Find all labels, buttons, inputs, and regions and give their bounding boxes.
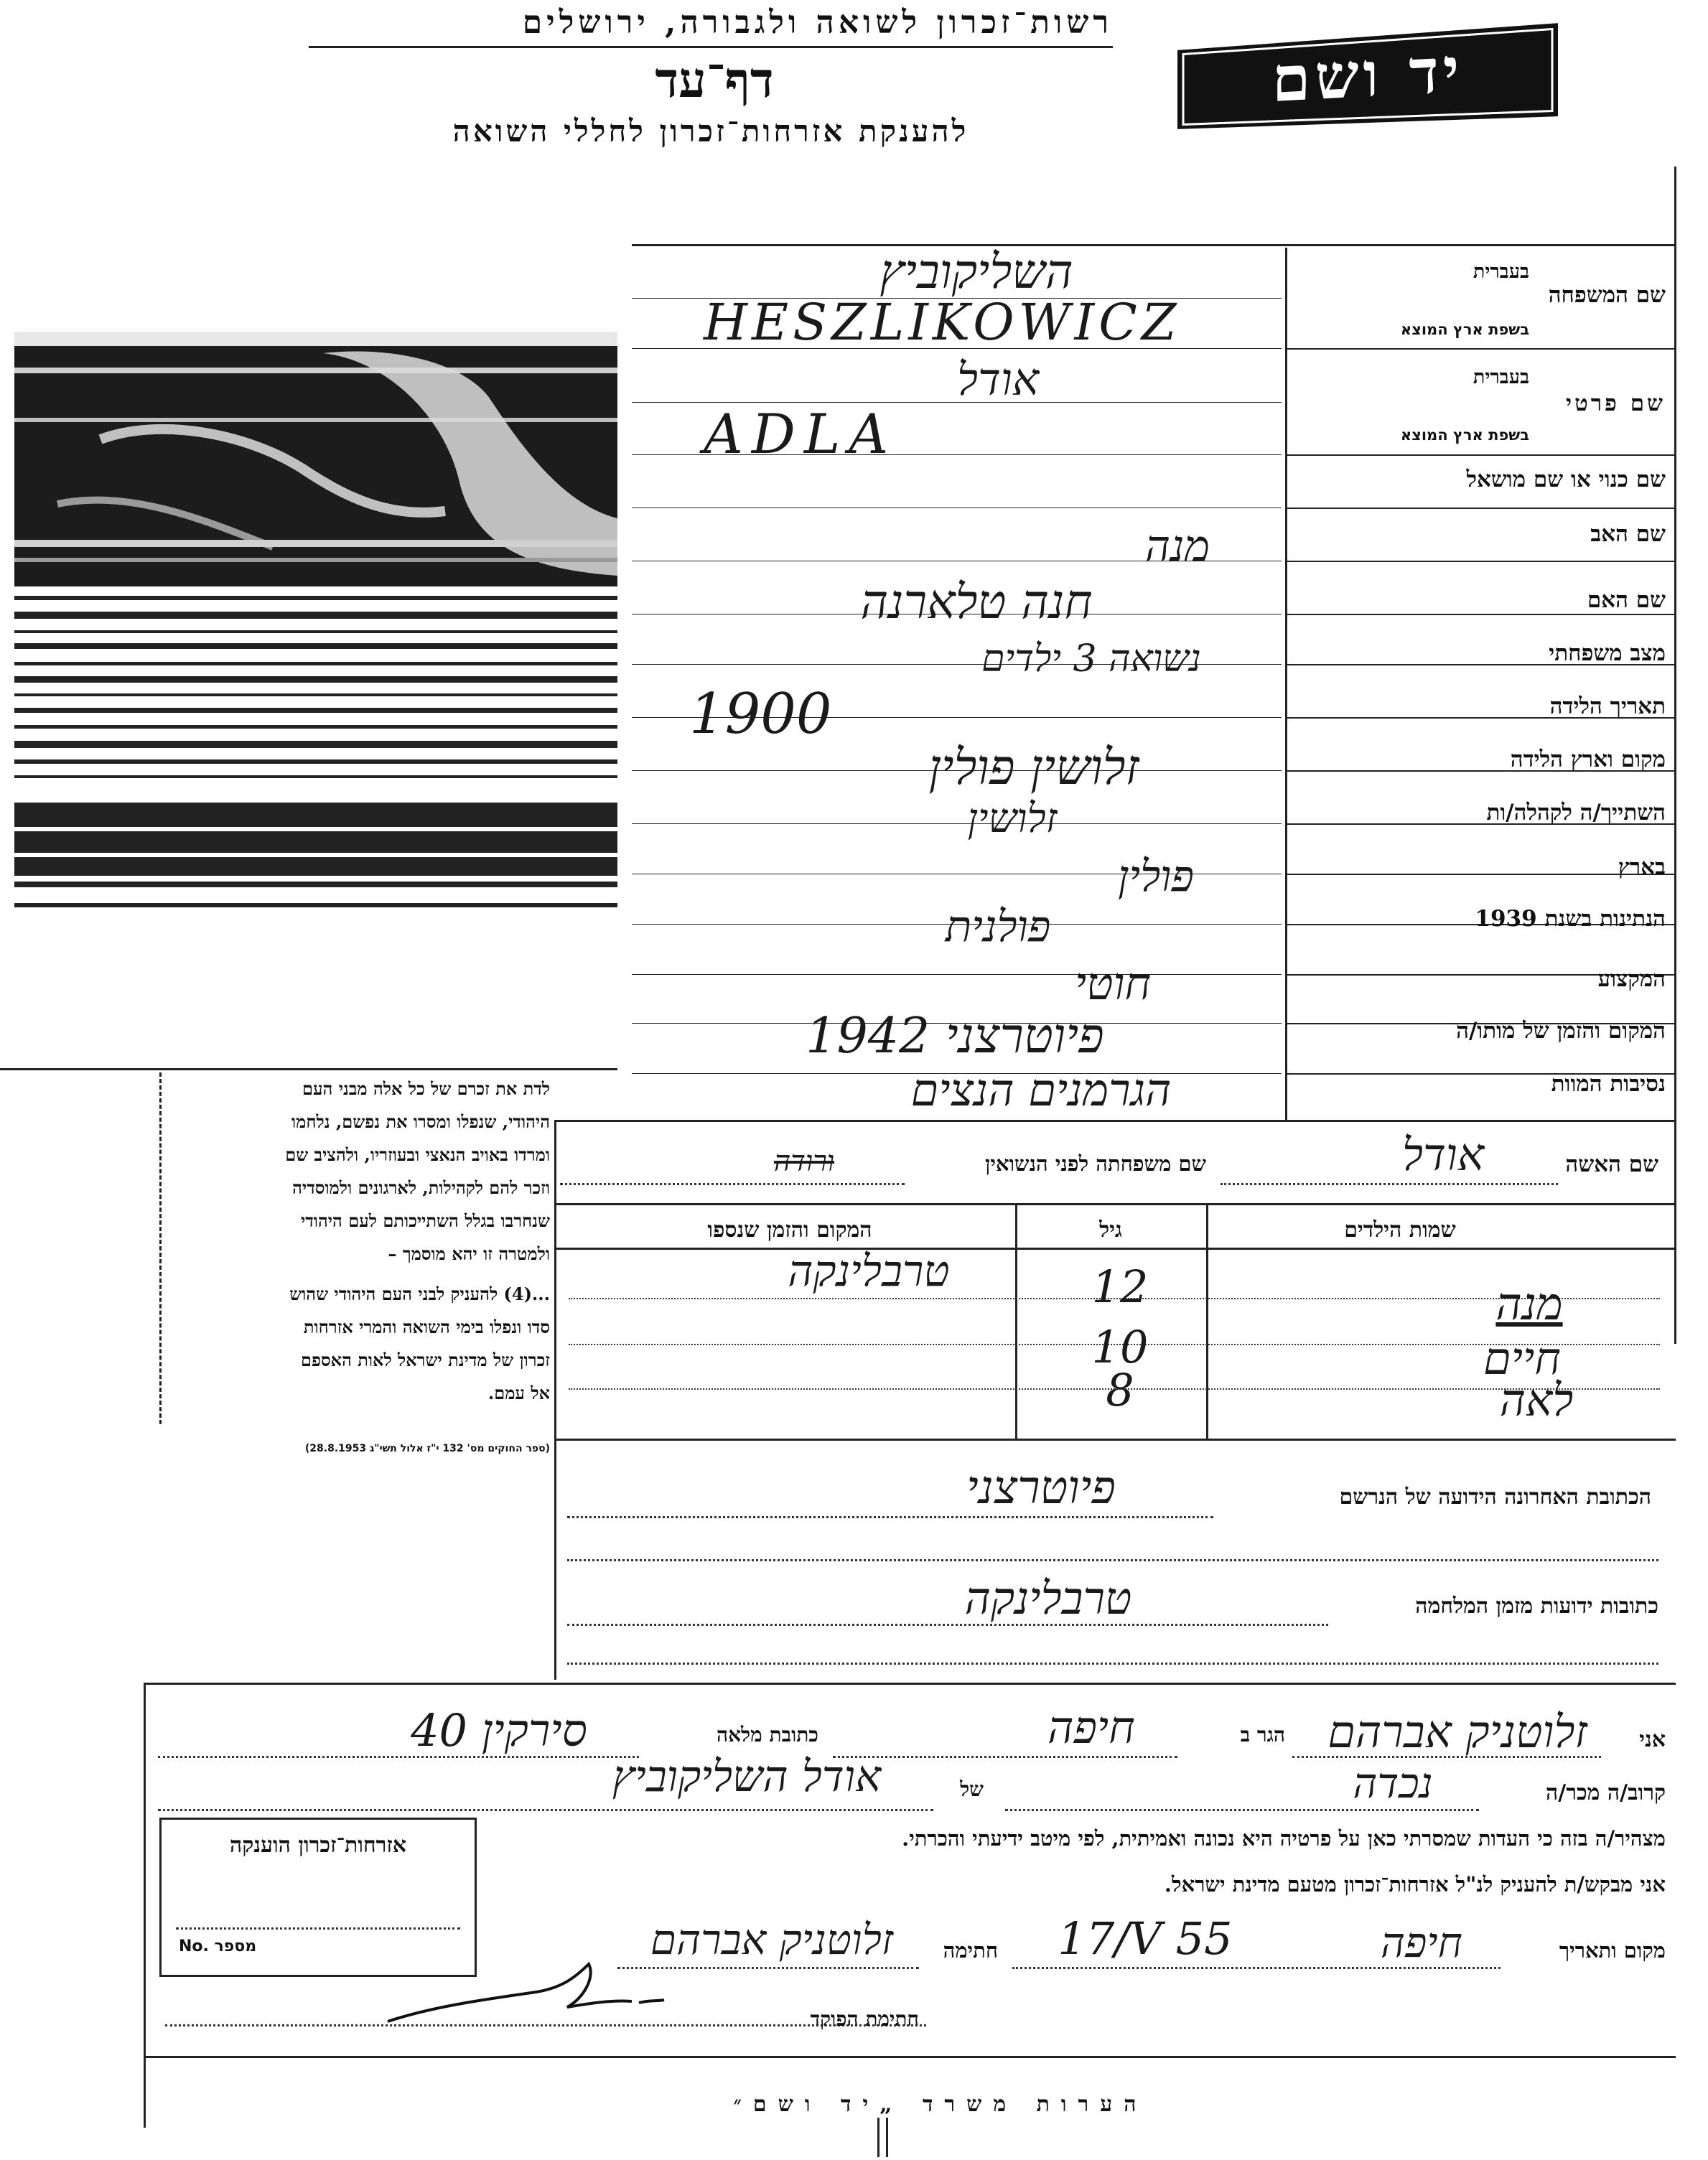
declaration-top-line <box>144 1683 1676 1685</box>
lives-label: הגר ב <box>1240 1723 1285 1747</box>
address-value[interactable]: סירקין 40 <box>411 1704 587 1757</box>
maiden-label: שם משפחתה לפני הנשואין <box>985 1151 1206 1176</box>
label-death-place: המקום והזמן של מותו/ה <box>1456 1018 1666 1044</box>
value-birthplace[interactable]: זלושין פולין <box>928 739 1139 796</box>
child-place-1[interactable]: טרבלינקה <box>788 1246 950 1296</box>
signature-label: חתימה <box>943 1938 998 1963</box>
declaration-bottom-line <box>144 2056 1676 2058</box>
of-value[interactable]: אודל השליקוביץ <box>612 1752 882 1802</box>
label-death-cause: נסיבות המוות <box>1551 1071 1666 1097</box>
maiden-dotline <box>560 1183 905 1185</box>
label-country: בארץ <box>1618 854 1666 880</box>
child-name-1[interactable]: מנה <box>1495 1278 1563 1330</box>
war-address-label: כתובות ידועות מזמן המלחמה <box>1415 1594 1658 1619</box>
law-left-rule <box>159 1072 162 1424</box>
value-family-name-latin[interactable]: HESZLIKOWICZ <box>704 293 1181 352</box>
label-marital: מצב משפחתי <box>1549 640 1666 666</box>
label-nickname: שם כנוי או שם מושאל <box>1466 467 1666 492</box>
place-date-dotline <box>1012 1967 1501 1969</box>
child-name-3[interactable]: לאה <box>1499 1374 1574 1426</box>
lives-value[interactable]: חיפה <box>1047 1701 1135 1754</box>
spouse-label: שם האשה <box>1565 1151 1658 1177</box>
last-address-value[interactable]: פיוטרצני <box>966 1462 1116 1515</box>
declaration-text-1: מצהיר/ה בזה כי העדות שמסרתי כאן על פרטיה היא נכונה ואמיתית, לפי מיטב ידיעתי והכרתי. <box>902 1826 1666 1851</box>
label-community: השתייך/ה לקהלה/ות <box>1486 800 1666 826</box>
relative-label: קרוב/ה מכר/ה <box>1546 1780 1666 1805</box>
label-first-name: שם פרטי בעברית בשפת ארץ המוצא <box>1400 366 1666 444</box>
child-age-1[interactable]: 12 <box>1091 1261 1149 1313</box>
authority-underline <box>309 46 1113 48</box>
label-father: שם האב <box>1590 521 1666 547</box>
last-address-label: הכתובת האחרונה הידועה של הנרשם <box>1339 1485 1651 1510</box>
section-top-line <box>554 1120 1676 1122</box>
declarant-value[interactable]: זלוטניק אברהם <box>1327 1706 1587 1758</box>
children-header-names: שמות הילדים <box>1344 1217 1456 1243</box>
child-name-2[interactable]: חיים <box>1483 1332 1561 1385</box>
law-quote-box: לדת את זכרם של כל אלה מבני העם היהודי, שנפלו ומסרו את נפשם, נלחמו ומרדו באויב הנאצי ובעוזריו, ולהציב שם וזכר להם לקהילות, לארגונים ולמוסדיה שנחרבו בגלל השתייכותם לעם היהודי ולמטרה זו יהא מוסמך – ...(4) להעניק לבני העם היהודי שהוש סדו ונפלו בימי השואה והמרי אזרחות זכרון של מדינת ישראל לאות האספם אל עמם. <box>285 1078 550 1403</box>
value-first-name-latin[interactable]: ADLA <box>704 402 897 466</box>
authority-heading: רשות־זכרון לשואה ולגבורה, ירושלים <box>522 4 1113 41</box>
declarant-label: אני <box>1639 1727 1666 1752</box>
value-birthdate[interactable]: 1900 <box>689 682 832 747</box>
footer-divider <box>877 2118 879 2157</box>
place-value[interactable]: חיפה <box>1381 1918 1462 1967</box>
officer-signature-label: חתימת הפוקד <box>810 2007 919 2031</box>
photo-bottom-line <box>0 1068 617 1070</box>
memorial-citizenship-stamp-box: אזרחות־זכרון הוענקה No. מספר <box>159 1818 477 1977</box>
value-country[interactable]: פולין <box>1118 851 1194 902</box>
relative-value[interactable]: נכדה <box>1353 1759 1433 1808</box>
children-header-place: המקום והזמן שנספו <box>707 1217 872 1243</box>
label-family-name: שם המשפחה בעברית בשפת ארץ המוצא <box>1400 261 1666 338</box>
date-value[interactable]: 17/V 55 <box>1058 1912 1233 1965</box>
spouse-value[interactable]: אודל <box>1401 1128 1485 1181</box>
label-mother: שם האם <box>1587 587 1666 613</box>
value-father[interactable]: מנה <box>1144 521 1210 571</box>
value-profession[interactable]: חוטי <box>1074 958 1152 1010</box>
child-age-3[interactable]: 8 <box>1106 1364 1134 1416</box>
of-dotline <box>158 1809 933 1811</box>
law-reference: (ספר החוקים מס' 132 י"ז אלול תשי"ג 28.8.1953) <box>304 1443 550 1454</box>
last-address-dotline-1 <box>567 1516 1213 1518</box>
children-header-age: גיל <box>1099 1217 1122 1243</box>
label-citizenship: הנתינות בשנת 1939 <box>1475 906 1666 932</box>
form-subtitle: להענקת אזרחות־זכרון לחללי השואה <box>452 113 969 149</box>
war-address-value[interactable]: טרבלינקה <box>964 1572 1132 1624</box>
child-age-2[interactable]: 10 <box>1091 1321 1149 1373</box>
value-marital[interactable]: נשואה 3 ילדים <box>981 637 1201 681</box>
value-first-name-hebrew[interactable]: אודל <box>956 353 1040 406</box>
place-date-label: מקום ותאריך <box>1559 1938 1666 1963</box>
value-family-name-hebrew[interactable]: השליקוביץ <box>879 244 1073 299</box>
value-mother[interactable]: חנה טלארנה <box>860 574 1093 630</box>
value-citizenship[interactable]: פולנית <box>945 902 1051 952</box>
label-birthdate: תאריך הלידה <box>1549 693 1666 719</box>
form-title: דף־עד <box>655 52 774 109</box>
footer-divider-2 <box>886 2118 888 2157</box>
value-community[interactable]: זלושין <box>967 795 1058 842</box>
last-address-dotline-2 <box>567 1559 1658 1561</box>
of-label: של <box>960 1777 984 1801</box>
declaration-left-rule <box>144 1683 146 2128</box>
declaration-text-2: אני מבקש/ת להעניק לנ"ל אזרחות־זכרון מטעם מדינת ישראל. <box>1164 1872 1666 1897</box>
photo-stripes <box>14 587 617 910</box>
victim-photo <box>14 332 617 586</box>
declarant-dotline <box>1292 1756 1601 1758</box>
label-birthplace: מקום וארץ הלידה <box>1510 747 1666 772</box>
yad-vashem-logo: יד ושם <box>1177 23 1558 136</box>
spouse-dotline <box>1221 1183 1558 1185</box>
war-address-dotline-2 <box>567 1663 1658 1665</box>
value-death-cause[interactable]: הגרמנים הנצים <box>910 1064 1172 1116</box>
signature-value[interactable]: זלוטניק אברהם <box>650 1915 894 1964</box>
relative-dotline <box>1005 1809 1479 1811</box>
maiden-value[interactable]: ורודה <box>773 1145 835 1178</box>
war-address-dotline-1 <box>567 1624 1328 1626</box>
address-label: כתובת מלאה <box>716 1723 818 1747</box>
value-death-place[interactable]: פיוטרצני 1942 <box>806 1008 1104 1065</box>
label-profession: המקצוע <box>1597 966 1666 992</box>
footer-notes: הערות משרד „יד ושם״ <box>733 2092 1148 2117</box>
